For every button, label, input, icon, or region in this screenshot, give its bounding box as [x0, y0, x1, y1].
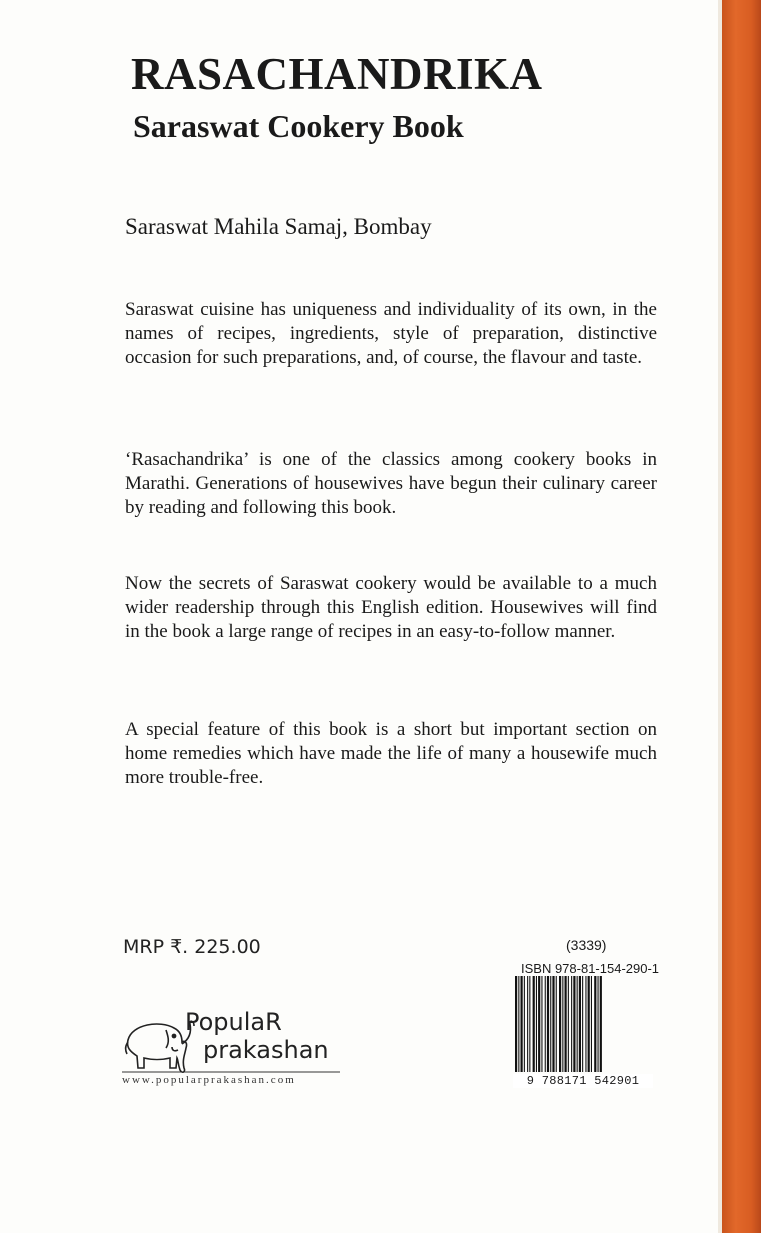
- book-title: RASACHANDRIKA: [131, 49, 543, 99]
- isbn-label: ISBN 978-81-154-290-1: [521, 961, 660, 976]
- blurb-paragraph: Saraswat cuisine has uniqueness and individuality of its own, in the names of recipes, ingredients, style of preparation, distinctive occasion for such preparations, and, of course, the flavour and taste.: [125, 299, 657, 368]
- blurb-paragraph: Now the secrets of Saraswat cookery would be available to a much wider readership through this English edition. Housewives will find in the book a large range of recipes in an easy-to-follow manner.: [125, 573, 657, 642]
- price-label: MRP ₹. 225.00: [123, 936, 261, 958]
- blurb-paragraph: A special feature of this book is a short but important section on home remedies which have made the life of many a housewife much more trouble-free.: [125, 719, 657, 788]
- publisher-name-line1: PopulaR: [185, 1008, 282, 1036]
- publisher-url: www.popularprakashan.com: [122, 1074, 296, 1086]
- catalog-code: (3339): [566, 937, 607, 953]
- blurb-paragraph: ‘Rasachandrika’ is one of the classics among cookery books in Marathi. Generations of housewives have begun their culinary career by reading and following this book.: [125, 449, 657, 518]
- book-author: Saraswat Mahila Samaj, Bombay: [125, 214, 432, 239]
- barcode-icon: [513, 976, 653, 1072]
- book-subtitle: Saraswat Cookery Book: [133, 108, 464, 144]
- orange-spine: [722, 0, 761, 1233]
- publisher-name-line2: prakashan: [203, 1036, 329, 1064]
- barcode-digits: 9 788171 542901: [513, 1074, 653, 1088]
